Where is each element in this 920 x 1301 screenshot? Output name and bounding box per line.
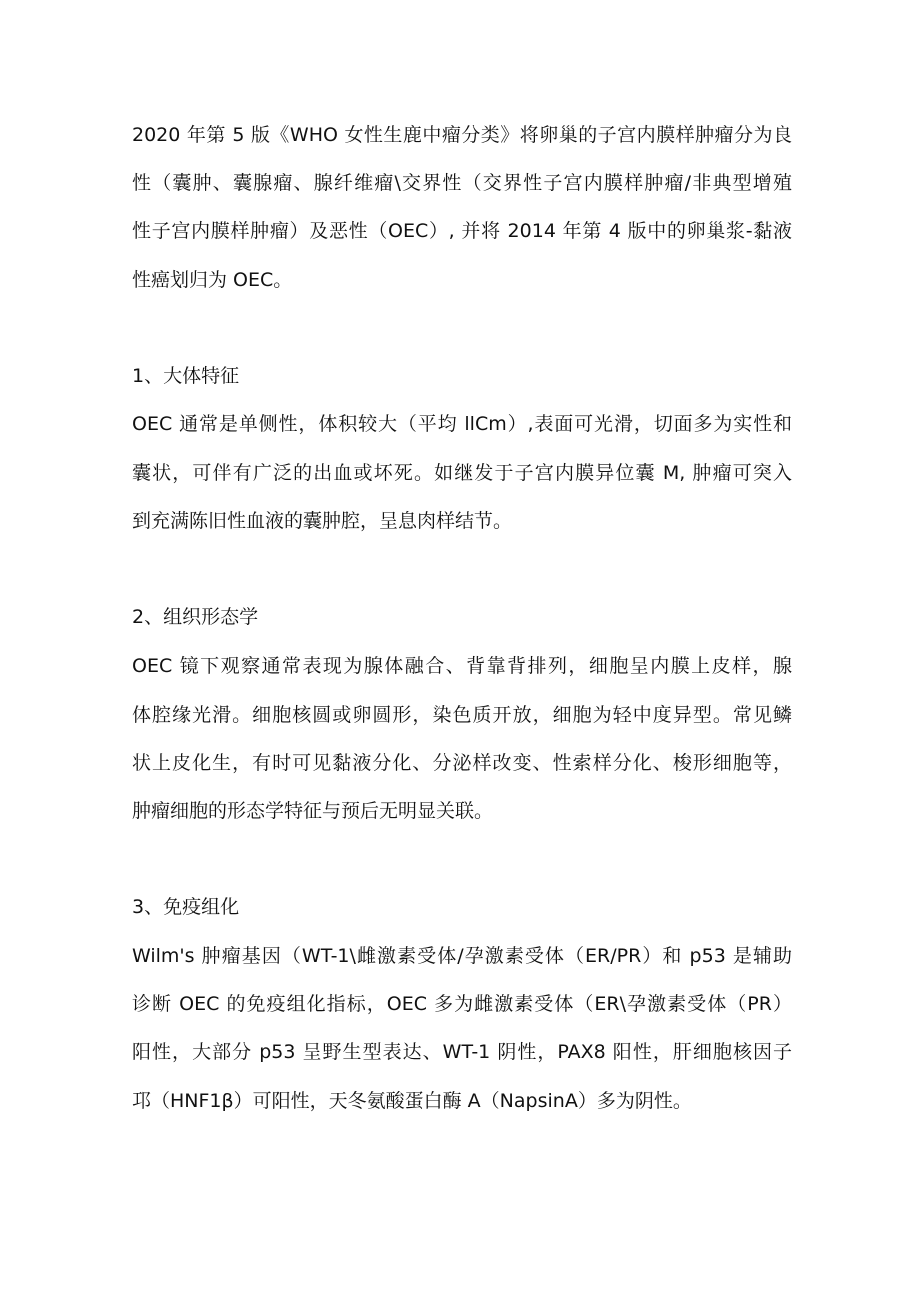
intro-line: 性子宫内膜样肿瘤）及恶性（OEC）, 并将 2014 年第 4 版中的卵巢浆-黏液 <box>132 220 792 242</box>
paragraph-line: 状上皮化生，有时可见黏液分化、分泌样改变、性索样分化、梭形细胞等， <box>132 752 792 774</box>
paragraph-line: 体腔缘光滑。细胞核圆或卵圆形，染色质开放，细胞为轻中度异型。常见鳞 <box>132 704 792 726</box>
paragraph-line: Wilm's 肿瘤基因（WT-1\雌激素受体/孕激素受体（ER/PR）和 p53 是辅助 <box>132 945 792 967</box>
paragraph-line: OEC 镜下观察通常表现为腺体融合、背靠背排列，细胞呈内膜上皮样，腺 <box>132 655 792 677</box>
section-heading: 2、组织形态学 <box>132 606 259 628</box>
section-heading: 1、大体特征 <box>132 365 240 387</box>
paragraph-line: 邛（HNF1β）可阳性，天冬氨酸蛋白酶 A（NapsinA）多为阴性。 <box>132 1090 692 1112</box>
paragraph-line: 肿瘤细胞的形态学特征与预后无明显关联。 <box>132 800 494 822</box>
section-heading: 3、免疫组化 <box>132 896 240 918</box>
paragraph-line: 囊状，可伴有广泛的出血或坏死。如继发于子宫内膜异位囊 M, 肿瘤可突入 <box>132 462 792 484</box>
paragraph-line: 诊断 OEC 的免疫组化指标，OEC 多为雌激素受体（ER\孕激素受体（PR） <box>132 993 792 1015</box>
intro-line: 性癌划归为 OEC。 <box>132 269 293 291</box>
intro-line: 性（囊肿、囊腺瘤、腺纤维瘤\交界性（交界性子宫内膜样肿瘤/非典型增殖 <box>132 172 792 194</box>
paragraph-line: OEC 通常是单侧性，体积较大（平均 llCm）,表面可光滑，切面多为实性和 <box>132 413 792 435</box>
paragraph-line: 到充满陈旧性血液的囊肿腔，呈息肉样结节。 <box>132 510 513 532</box>
paragraph-line: 阳性，大部分 p53 呈野生型表达、WT-1 阴性，PAX8 阳性，肝细胞核因子 <box>132 1041 792 1063</box>
intro-line: 2020 年第 5 版《WHO 女性生鹿中瘤分类》将卵巢的子宫内膜样肿瘤分为良 <box>132 124 792 146</box>
